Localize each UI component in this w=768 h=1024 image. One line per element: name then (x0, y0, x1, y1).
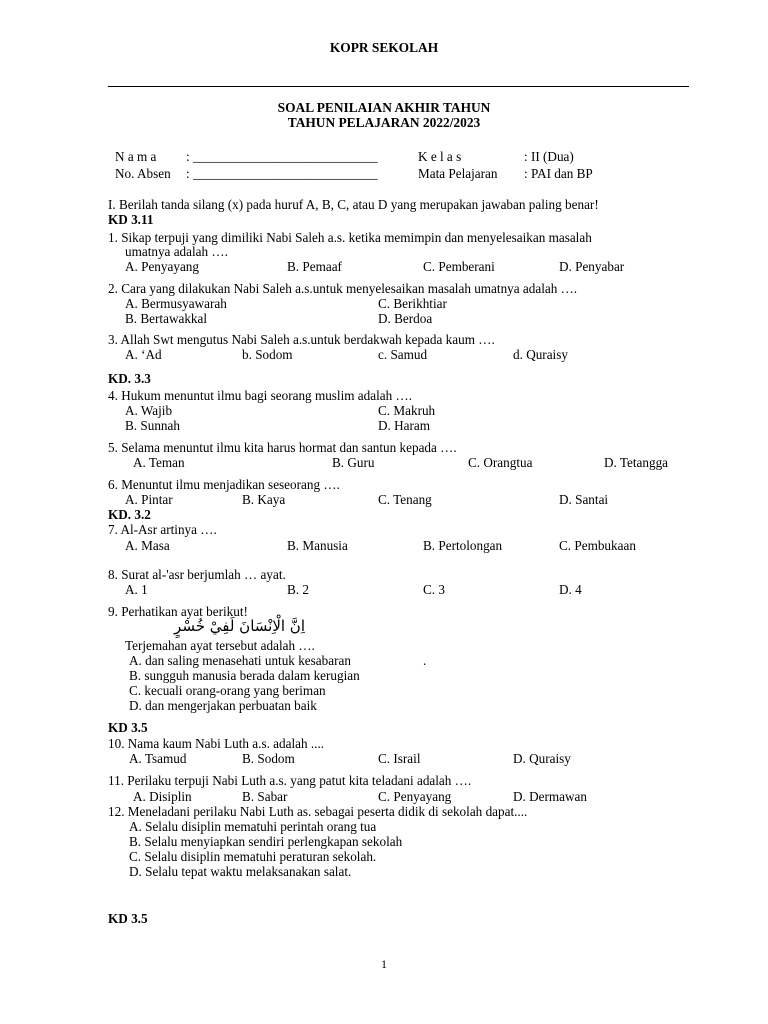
q5-option-a: A. Teman (133, 455, 185, 470)
q2-option-a: A. Bermusyawarah (125, 296, 227, 311)
q2-option-b: B. Bertawakkal (125, 311, 208, 326)
nama-label: N a m a (115, 149, 157, 164)
question-7: 7. Al-Asr artinya …. (108, 522, 217, 537)
q7-option-c: B. Pertolongan (423, 538, 503, 553)
q9-option-a: A. dan saling menasehati untuk kesabaran (129, 653, 351, 668)
q7-option-d: C. Pembukaan (559, 538, 636, 553)
q11-option-c: C. Penyayang (378, 789, 452, 804)
q1-option-d: D. Penyabar (559, 259, 625, 274)
q9-stray-dot: . (423, 653, 427, 668)
question-6: 6. Menuntut ilmu menjadikan seseorang …. (108, 477, 340, 492)
kd-heading: KD. 3.3 (108, 371, 151, 386)
q5-option-d: D. Tetangga (604, 455, 669, 470)
mapel-value: : PAI dan BP (524, 166, 593, 181)
q12-option-d: D. Selalu tepat waktu melaksanakan salat. (129, 864, 352, 879)
q3-option-a: A. ‘Ad (125, 347, 162, 362)
q1-option-c: C. Pemberani (423, 259, 495, 274)
question-8: 8. Surat al-'asr berjumlah … ayat. (108, 567, 286, 582)
q5-option-c: C. Orangtua (468, 455, 533, 470)
q11-option-b: B. Sabar (242, 789, 288, 804)
q3-option-c: c. Samud (378, 347, 428, 362)
absen-label: No. Absen (115, 166, 171, 181)
instruction: I. Berilah tanda silang (x) pada huruf A, B, C, atau D yang merupakan jawaban paling benar! (108, 197, 599, 212)
q10-option-c: C. Israil (378, 751, 421, 766)
kelas-label: K e l a s (418, 149, 462, 164)
q6-option-d: D. Santai (559, 492, 609, 507)
q4-option-d: D. Haram (378, 418, 430, 433)
kd-heading: KD 3.5 (108, 911, 148, 926)
header-divider (108, 86, 689, 87)
q10-option-a: A. Tsamud (129, 751, 187, 766)
q12-option-a: A. Selalu disiplin mematuhi perintah orang tua (129, 819, 377, 834)
q11-option-d: D. Dermawan (513, 789, 587, 804)
question-9: 9. Perhatikan ayat berikut! (108, 604, 248, 619)
q9-option-b: B. sungguh manusia berada dalam kerugian (129, 668, 360, 683)
q10-option-b: B. Sodom (242, 751, 295, 766)
question-4: 4. Hukum menuntut ilmu bagi seorang muslim adalah …. (108, 388, 413, 403)
q10-option-d: D. Quraisy (513, 751, 571, 766)
q8-option-b: B. 2 (287, 582, 309, 597)
q9-option-d: D. dan mengerjakan perbuatan baik (129, 698, 317, 713)
q6-option-b: B. Kaya (242, 492, 286, 507)
q12-option-b: B. Selalu menyiapkan sendiri perlengkapan sekolah (129, 834, 403, 849)
question-10: 10. Nama kaum Nabi Luth a.s. adalah .... (108, 736, 325, 751)
absen-field: : ____________________________ (186, 166, 378, 181)
question-12: 12. Meneladani perilaku Nabi Luth as. sebagai peserta didik di sekolah dapat.... (108, 804, 528, 819)
kd-heading: KD 3.5 (108, 720, 148, 735)
q1-option-b: B. Pemaaf (287, 259, 342, 274)
q2-option-d: D. Berdoa (378, 311, 433, 326)
q4-option-b: B. Sunnah (125, 418, 180, 433)
q6-option-a: A. Pintar (125, 492, 173, 507)
question-9-prompt: Terjemahan ayat tersebut adalah …. (125, 638, 315, 653)
page-number: 1 (381, 957, 387, 971)
q8-option-c: C. 3 (423, 582, 445, 597)
question-1: 1. Sikap terpuji yang dimiliki Nabi Saleh a.s. ketika memimpin dan menyelesaikan masalah (108, 230, 592, 245)
arabic-verse: اِنَّ الْاِنْسَانَ لَفِيْ خُسْرٍ (174, 617, 305, 635)
question-3: 3. Allah Swt mengutus Nabi Saleh a.s.untuk berdakwah kepada kaum …. (108, 332, 495, 347)
q9-option-c: C. kecuali orang-orang yang beriman (129, 683, 326, 698)
q7-option-b: B. Manusia (287, 538, 348, 553)
q2-option-c: C. Berikhtiar (378, 296, 447, 311)
kelas-value: : II (Dua) (524, 149, 574, 164)
q7-option-a: A. Masa (125, 538, 170, 553)
kd-heading: KD. 3.2 (108, 507, 151, 522)
q3-option-d: d. Quraisy (513, 347, 568, 362)
q8-option-a: A. 1 (125, 582, 148, 597)
q4-option-a: A. Wajib (125, 403, 173, 418)
kd-heading: KD 3.11 (108, 212, 154, 227)
question-2: 2. Cara yang dilakukan Nabi Saleh a.s.untuk menyelesaikan masalah umatnya adalah …. (108, 281, 578, 296)
q11-option-a: A. Disiplin (133, 789, 192, 804)
exam-year: TAHUN PELAJARAN 2022/2023 (287, 115, 481, 130)
school-header: KOPR SEKOLAH (329, 40, 439, 55)
q3-option-b: b. Sodom (242, 347, 293, 362)
mapel-label: Mata Pelajaran (418, 166, 498, 181)
exam-title: SOAL PENILAIAN AKHIR TAHUN (277, 100, 491, 115)
q4-option-c: C. Makruh (378, 403, 436, 418)
nama-field: : ____________________________ (186, 149, 378, 164)
q6-option-c: C. Tenang (378, 492, 432, 507)
question-5: 5. Selama menuntut ilmu kita harus hormat dan santun kepada …. (108, 440, 457, 455)
question-1-cont: umatnya adalah …. (125, 244, 228, 259)
q8-option-d: D. 4 (559, 582, 582, 597)
q1-option-a: A. Penyayang (125, 259, 199, 274)
q12-option-c: C. Selalu disiplin mematuhi peraturan sekolah. (129, 849, 377, 864)
question-11: 11. Perilaku terpuji Nabi Luth a.s. yang patut kita teladani adalah …. (108, 773, 472, 788)
q5-option-b: B. Guru (332, 455, 375, 470)
